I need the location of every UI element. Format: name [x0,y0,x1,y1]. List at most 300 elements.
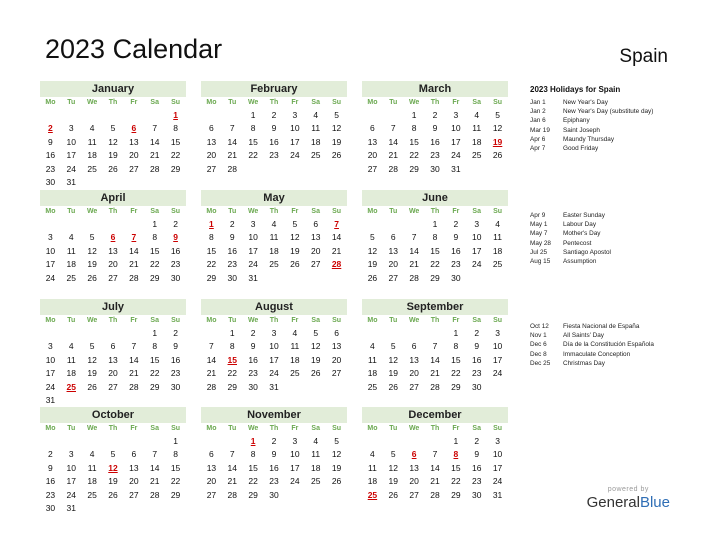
holiday-name: Mother's Day [563,230,601,238]
day-cell: 1 [432,219,438,229]
weekday-label: Sa [472,425,481,432]
weekday-label: Su [332,208,342,215]
day-cell: 13 [206,462,217,473]
day-cell: 29 [149,381,160,392]
day-cell: 22 [170,476,181,487]
month-header: November [201,407,347,423]
holiday-name: Santiago Apostol [563,248,611,256]
weekday-label: We [247,208,259,215]
empty-cell [383,327,404,340]
day-cell: 6 [131,449,137,460]
day-cell: 2 [432,110,438,120]
day-cell: 20 [409,368,419,379]
weekday-label: Su [493,99,503,106]
day-cell: 28 [129,381,139,392]
day-cell: 21 [409,259,419,270]
day-cell: 22 [149,259,160,270]
day-cell: 5 [370,232,375,243]
empty-cell [404,327,425,340]
holiday-row [530,98,653,107]
month-days [201,206,347,285]
day-cell: 15 [206,245,217,256]
day-cell: 14 [409,245,419,256]
day-cell: 4 [271,219,277,229]
holiday-name: Assumption [563,257,597,265]
empty-cell [40,218,61,231]
weekday-label: Mo [367,99,378,106]
holiday-day: 1 [250,436,256,446]
day-cell: 11 [66,245,76,256]
brand-logo [587,486,670,511]
day-cell: 30 [170,381,181,392]
day-cell: 25 [471,150,482,161]
day-cell: 5 [334,110,339,120]
day-cell: 12 [87,245,97,256]
day-cell: 24 [45,272,56,283]
month-september [362,299,508,394]
weekday-label: We [86,99,98,106]
day-cell: 18 [367,476,378,487]
day-cell: 10 [45,354,56,365]
day-cell: 17 [492,354,503,365]
weekday-label: Su [332,425,342,432]
holiday-row [530,211,611,220]
weekday-label: Sa [311,425,320,432]
holiday-day: 2 [48,123,53,134]
weekday-label: Su [332,99,342,106]
day-cell: 21 [149,476,160,487]
day-cell: 24 [451,150,461,161]
day-cell: 22 [248,476,258,487]
empty-cell [40,435,61,448]
day-cell: 29 [206,272,217,283]
day-cell: 26 [87,381,97,392]
empty-cell [383,435,404,448]
day-cell: 6 [411,341,417,352]
day-cell: 4 [68,341,74,352]
day-cell: 5 [89,232,95,243]
empty-cell [222,109,243,122]
weekday-label: Sa [311,99,320,106]
day-cell: 19 [310,354,321,365]
day-cell: 29 [451,381,461,392]
day-cell: 18 [492,245,503,256]
day-cell: 3 [292,110,298,120]
day-cell: 26 [87,272,97,283]
day-cell: 10 [66,136,76,147]
weekday-label: Th [269,208,279,215]
day-cell: 2 [173,328,178,338]
weekday-label: Fr [452,99,460,106]
day-cell: 28 [206,381,217,392]
month-july [40,299,186,407]
weekday-label: Fr [291,99,299,106]
day-cell: 14 [129,354,139,365]
empty-cell [362,218,383,231]
day-cell: 27 [388,272,398,283]
day-cell: 30 [451,272,461,283]
empty-cell [40,109,61,122]
day-cell: 14 [430,462,440,473]
day-cell: 4 [370,341,375,352]
weekday-label: Sa [472,317,481,324]
day-cell: 25 [66,272,76,283]
day-cell: 12 [367,245,378,256]
day-cell: 5 [334,436,339,446]
day-cell: 14 [149,136,160,147]
day-cell: 1 [453,436,459,446]
month-header: December [362,407,508,423]
empty-cell [201,435,222,448]
weekday-label: Sa [150,317,159,324]
weekday-label: Tu [228,99,237,106]
month-header: July [40,299,186,315]
day-cell: 27 [409,381,419,392]
day-cell: 23 [248,368,258,379]
day-cell: 16 [471,462,482,473]
day-cell: 20 [310,245,321,256]
day-cell: 23 [430,150,440,161]
weekday-label: Th [269,317,279,324]
holiday-name: Christmas Day [563,359,605,367]
holiday-name: Maundy Thursday [563,135,615,143]
day-cell: 24 [492,476,503,487]
day-cell: 3 [453,110,459,120]
empty-cell [61,327,82,340]
day-cell: 30 [45,502,56,513]
weekday-label: Tu [67,99,76,106]
day-cell: 4 [474,110,480,120]
day-cell: 2 [271,110,277,120]
day-cell: 20 [129,476,139,487]
month-november [201,407,347,502]
day-cell: 6 [209,123,214,134]
holiday-date: May 7 [530,230,548,238]
weekday-label: Mo [45,317,56,324]
day-cell: 28 [409,272,419,283]
day-cell: 5 [313,328,319,338]
holiday-date: Oct 12 [530,323,549,330]
holiday-date: Jul 25 [530,248,548,256]
day-cell: 4 [292,328,298,338]
weekday-label: Mo [206,208,217,215]
day-cell: 29 [248,489,258,500]
day-cell: 29 [170,489,181,500]
weekday-label: Th [430,317,440,324]
day-cell: 25 [269,259,279,270]
day-cell: 11 [472,123,482,134]
day-cell: 14 [227,462,237,473]
weekday-label: Mo [45,99,56,106]
month-header: October [40,407,186,423]
brand-name-part-a: General [586,494,640,511]
month-days [201,97,347,176]
day-cell: 22 [206,259,217,270]
empty-cell [103,327,124,340]
month-days [201,315,347,394]
day-cell: 1 [152,219,158,229]
day-cell: 28 [149,163,160,174]
day-cell: 26 [108,489,118,500]
day-cell: 14 [331,232,342,243]
day-cell: 27 [409,489,419,500]
empty-cell [144,109,165,122]
day-cell: 23 [170,259,181,270]
weekday-label: We [408,99,420,106]
weekday-label: Tu [228,425,237,432]
day-cell: 9 [229,232,235,243]
weekday-label: Fr [130,208,138,215]
day-cell: 30 [248,381,258,392]
day-cell: 18 [290,354,300,365]
empty-cell [103,435,124,448]
day-cell: 15 [248,136,258,147]
holiday-row [530,229,611,238]
holiday-name: Labour Day [563,221,597,229]
day-cell: 27 [206,163,217,174]
empty-cell [123,327,144,340]
day-cell: 14 [227,136,237,147]
day-cell: 8 [152,232,158,243]
day-cell: 6 [209,449,214,460]
day-cell: 23 [471,476,482,487]
day-cell: 17 [45,368,56,379]
holiday-row [530,239,611,248]
empty-cell [425,327,446,340]
day-cell: 31 [66,502,76,513]
month-days [40,97,186,189]
day-cell: 23 [227,259,237,270]
day-cell: 5 [89,341,95,352]
empty-cell [404,218,425,231]
day-cell: 22 [149,368,160,379]
day-cell: 7 [411,232,417,243]
day-cell: 22 [451,368,461,379]
month-header: September [362,299,508,315]
weekday-label: Mo [45,425,56,432]
day-cell: 16 [248,354,258,365]
day-cell: 8 [432,232,438,243]
day-cell: 25 [310,476,321,487]
day-cell: 28 [227,489,237,500]
day-cell: 1 [453,328,459,338]
weekday-label: Fr [130,425,138,432]
weekday-label: Fr [130,317,138,324]
day-cell: 8 [173,123,178,134]
weekday-label: Sa [311,317,320,324]
day-cell: 26 [108,163,118,174]
weekday-label: Fr [291,425,299,432]
weekday-label: Tu [228,208,237,215]
holiday-date: Dec 6 [530,341,547,349]
holiday-row [530,220,611,229]
day-cell: 19 [108,476,118,487]
weekday-label: Sa [472,208,481,215]
day-cell: 3 [271,328,277,338]
month-may [201,190,347,285]
holiday-name: Pentecost [563,239,592,247]
empty-cell [61,109,82,122]
day-cell: 5 [110,123,116,134]
weekday-label: We [408,317,420,324]
day-cell: 25 [310,150,321,161]
day-cell: 10 [492,341,503,352]
day-cell: 30 [471,381,482,392]
month-header: March [362,81,508,97]
day-cell: 20 [206,476,217,487]
day-cell: 8 [173,449,178,460]
day-cell: 18 [87,476,97,487]
day-cell: 21 [331,245,342,256]
holiday-date: Jan 2 [530,108,546,116]
day-cell: 27 [129,163,139,174]
day-cell: 1 [173,436,178,446]
day-cell: 12 [388,462,398,473]
day-cell: 22 [248,150,258,161]
day-cell: 17 [290,136,300,147]
brand-name [587,494,670,511]
day-cell: 1 [229,328,235,338]
day-cell: 15 [248,462,258,473]
day-cell: 18 [269,245,279,256]
day-cell: 16 [227,245,237,256]
day-cell: 20 [108,368,118,379]
holiday-date: Dec 25 [530,359,551,367]
day-cell: 22 [451,476,461,487]
day-cell: 25 [87,489,97,500]
day-cell: 16 [45,150,56,161]
day-cell: 3 [48,232,53,243]
day-cell: 11 [368,354,377,365]
day-cell: 5 [495,110,500,120]
holiday-row [530,116,653,125]
day-cell: 4 [313,110,319,120]
day-cell: 12 [388,354,398,365]
day-cell: 19 [108,150,118,161]
day-cell: 8 [250,123,256,134]
empty-cell [61,218,82,231]
empty-cell [362,435,383,448]
day-cell: 9 [453,232,459,243]
day-cell: 2 [271,436,277,446]
day-cell: 1 [250,110,256,120]
day-cell: 17 [45,259,56,270]
day-cell: 8 [411,123,417,134]
day-cell: 29 [451,489,461,500]
empty-cell [82,218,103,231]
weekday-label: Su [332,317,342,324]
holiday-day: 7 [131,232,137,243]
day-cell: 24 [66,489,76,500]
day-cell: 21 [149,150,160,161]
holiday-date: Apr 6 [530,135,546,143]
day-cell: 11 [493,232,502,243]
day-cell: 30 [269,489,279,500]
weekday-label: Th [430,208,440,215]
day-cell: 29 [409,163,419,174]
day-cell: 9 [271,449,277,460]
day-cell: 12 [108,136,118,147]
weekday-label: Tu [67,425,76,432]
day-cell: 17 [66,150,76,161]
day-cell: 31 [248,272,258,283]
month-header: May [201,190,347,206]
day-cell: 26 [492,150,503,161]
day-cell: 26 [388,381,398,392]
month-december [362,407,508,502]
holiday-name: Easter Sunday [563,212,605,219]
holiday-day: 12 [108,462,118,473]
day-cell: 20 [409,476,419,487]
day-cell: 31 [269,381,279,392]
day-cell: 9 [474,341,480,352]
day-cell: 11 [311,449,321,460]
empty-cell [103,109,124,122]
day-cell: 27 [108,272,118,283]
weekday-label: Su [171,208,181,215]
holiday-row [530,340,654,349]
day-cell: 28 [388,163,398,174]
day-cell: 17 [492,462,503,473]
day-cell: 13 [409,354,419,365]
day-cell: 18 [471,136,482,147]
day-cell: 18 [310,136,321,147]
day-cell: 30 [170,272,181,283]
holiday-name: New Year's Day (substitute day) [563,108,654,116]
day-cell: 4 [68,232,74,243]
day-cell: 30 [45,176,56,187]
weekday-label: Sa [311,208,320,215]
holiday-day: 15 [227,354,237,365]
day-cell: 4 [495,219,500,229]
day-cell: 20 [108,259,118,270]
empty-cell [383,218,404,231]
holiday-list [530,211,611,266]
day-cell: 9 [474,449,480,460]
day-cell: 28 [430,381,440,392]
empty-cell [61,435,82,448]
day-cell: 21 [430,476,440,487]
holiday-date: Nov 1 [530,332,547,340]
holiday-row [530,331,654,340]
day-cell: 19 [87,259,97,270]
holiday-date: Aug 15 [530,257,551,265]
holiday-day: 19 [492,136,503,147]
month-header: February [201,81,347,97]
day-cell: 9 [250,341,256,352]
day-cell: 24 [248,259,258,270]
day-cell: 30 [430,163,440,174]
weekday-label: Tu [67,317,76,324]
weekday-label: Sa [472,99,481,106]
month-days [362,97,508,176]
day-cell: 13 [409,462,419,473]
holiday-date: Mar 19 [530,126,550,134]
day-cell: 10 [471,232,482,243]
holiday-day: 8 [453,449,459,460]
day-cell: 30 [471,489,482,500]
empty-cell [201,109,222,122]
holiday-date: Jan 6 [530,117,546,125]
day-cell: 25 [367,381,378,392]
weekday-label: Tu [228,317,237,324]
holiday-day: 25 [367,489,378,500]
day-cell: 24 [269,368,279,379]
day-cell: 29 [170,163,181,174]
day-cell: 11 [66,354,76,365]
day-cell: 5 [390,449,396,460]
day-cell: 26 [388,489,398,500]
